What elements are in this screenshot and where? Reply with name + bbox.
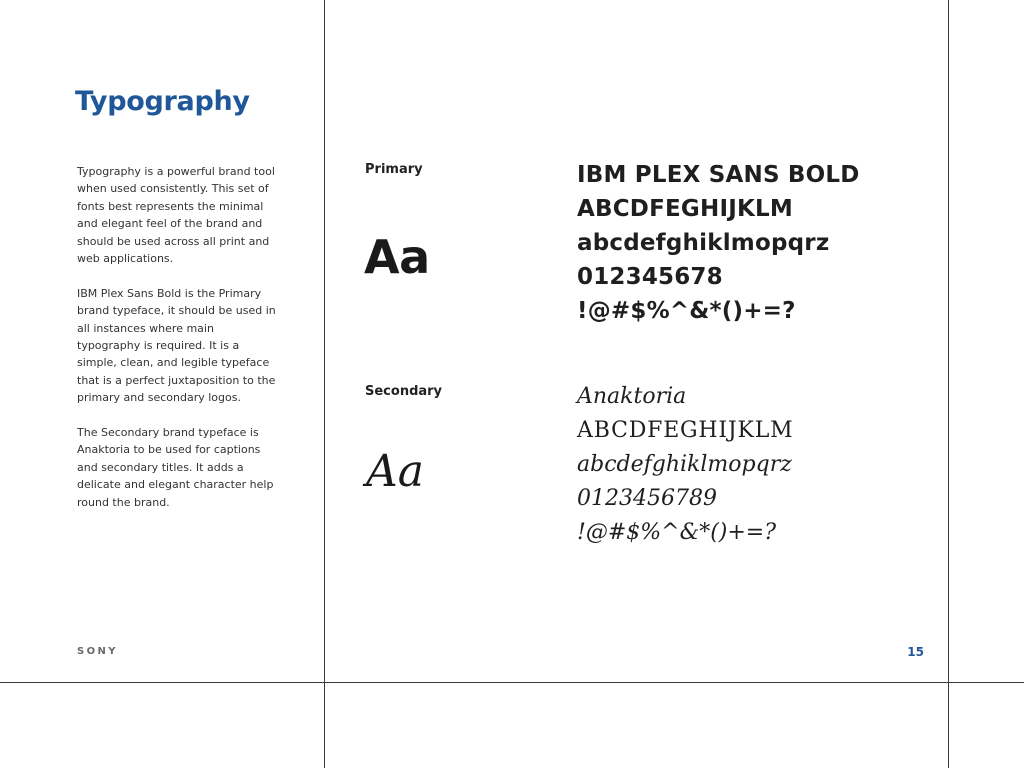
column-divider-right bbox=[948, 0, 949, 768]
page-title: Typography bbox=[75, 86, 250, 117]
secondary-specimen bbox=[577, 380, 794, 550]
column-divider-left bbox=[324, 0, 325, 768]
primary-sample: Aa bbox=[364, 230, 430, 284]
intro-paragraph: Typography is a powerful brand tool when used consistently. This set of fonts best represents the minimal and elegant feel of the brand and should be used across all print and web applications. bbox=[77, 165, 275, 266]
primary-specimen bbox=[577, 158, 860, 328]
page-number: 15 bbox=[907, 645, 924, 659]
intro-paragraph: The Secondary brand typeface is Anaktoria to be used for captions and secondary titles. It adds a delicate and elegant character help round the brand. bbox=[77, 426, 274, 509]
primary-specimen-lowercase: abcdefghiklmopqrz bbox=[577, 230, 830, 256]
secondary-specimen-lowercase: abcdefghiklmopqrz bbox=[577, 452, 792, 477]
footer-divider bbox=[0, 682, 1024, 683]
primary-specimen-numerals: 012345678 bbox=[577, 264, 723, 290]
primary-specimen-symbols: !@#$%^&*()+=? bbox=[577, 298, 796, 324]
primary-specimen-uppercase: ABCDFEGHIJKLM bbox=[577, 196, 793, 222]
secondary-specimen-name: Anaktoria bbox=[577, 384, 687, 409]
secondary-sample: Aa bbox=[366, 446, 425, 497]
secondary-label: Secondary bbox=[365, 384, 443, 399]
footer-brand-name: SONY bbox=[77, 646, 118, 657]
secondary-specimen-uppercase: ABCDFEGHIJKLM bbox=[577, 418, 794, 443]
primary-specimen-name: IBM PLEX SANS BOLD bbox=[577, 162, 860, 188]
secondary-specimen-numerals: 0123456789 bbox=[577, 486, 717, 511]
primary-label: Primary bbox=[365, 162, 423, 177]
intro-text bbox=[77, 163, 277, 528]
secondary-specimen-symbols: !@#$%^&*()+=? bbox=[577, 520, 777, 545]
intro-paragraph: IBM Plex Sans Bold is the Primary brand typeface, it should be used in all instances where main typography is required. It is a simple, clean, and legible typeface that is a perfect juxtaposition to the primary and secondary logos. bbox=[77, 286, 276, 405]
